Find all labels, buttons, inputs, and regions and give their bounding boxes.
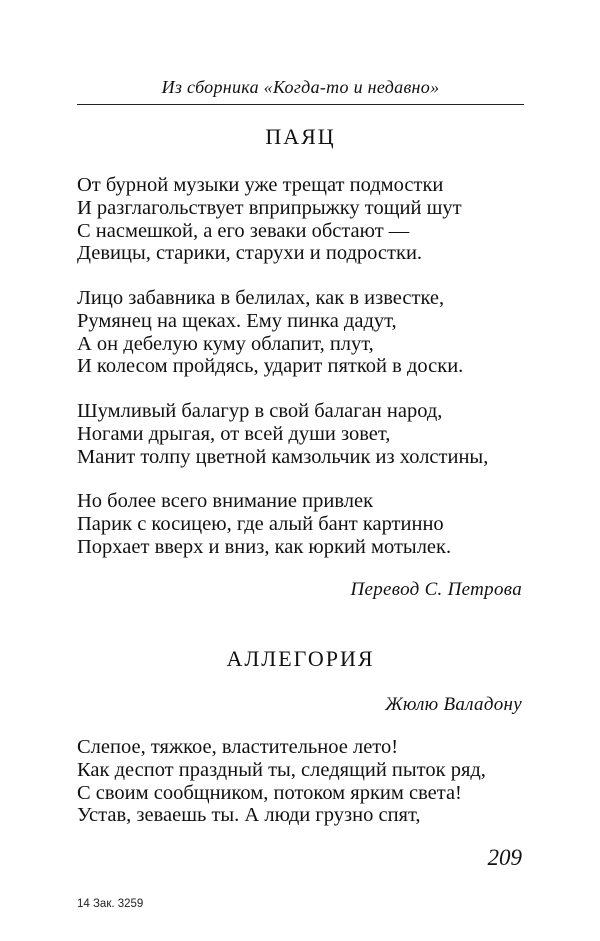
- poem-line: Манит толпу цветной камзольчик из холстины,: [77, 445, 489, 468]
- poem-line: С своим сообщником, потоком ярким света!: [77, 781, 462, 804]
- poem-line: Слепое, тяжкое, властительное лето!: [77, 736, 399, 758]
- print-order-mark: 14 Зак. 3259: [77, 898, 144, 910]
- poem-line: От бурной музыки уже трещат подмостки: [77, 174, 444, 196]
- poem-line: Шумливый балагур в свой балаган народ,: [77, 400, 443, 422]
- running-header: Из сборника «Когда-то и недавно»: [77, 70, 524, 105]
- poem-line: Румянец на щеках. Ему пинка дадут,: [77, 309, 397, 332]
- dedication: Жюлю Валадону: [385, 694, 522, 715]
- poem-line: И колесом пройдясь, ударит пяткой в доски.: [77, 355, 464, 378]
- poem-title-payats: ПАЯЦ: [265, 124, 336, 149]
- poem-title-allegoriya: АЛЛЕГОРИЯ: [226, 646, 375, 671]
- stanza-4: [77, 490, 537, 558]
- poem-line: С насмешкой, а его зеваки обстают —: [77, 219, 410, 242]
- stanza-2: [77, 287, 537, 378]
- poem-line: Лицо забавника в белилах, как в известке,: [77, 287, 445, 309]
- translator-credit: Перевод С. Петрова: [350, 579, 522, 600]
- stanza-1: [77, 174, 537, 265]
- poem-line: Как деспот праздный ты, следящий пыток ряд,: [77, 758, 486, 781]
- poem-line: Ногами дрыгая, от всей души зовет,: [77, 422, 391, 445]
- stanza-allegoriya-1: [77, 736, 537, 827]
- poem-line: Но более всего внимание привлек: [77, 490, 374, 512]
- stanza-3: [77, 400, 537, 468]
- poem-line: И разглагольствует вприпрыжку тощий шут: [77, 196, 462, 219]
- poem-line: Девицы, старики, старухи и подростки.: [77, 242, 423, 265]
- poem-line: Устав, зеваешь ты. А люди грузно спят,: [77, 804, 421, 827]
- poem-line: А он дебелую куму облапит, плут,: [77, 332, 374, 355]
- poem-line: Парик с косицею, где алый бант картинно: [77, 512, 444, 535]
- page-number: 209: [487, 845, 522, 870]
- poem-line: Порхает вверх и вниз, как юркий мотылек.: [77, 535, 452, 558]
